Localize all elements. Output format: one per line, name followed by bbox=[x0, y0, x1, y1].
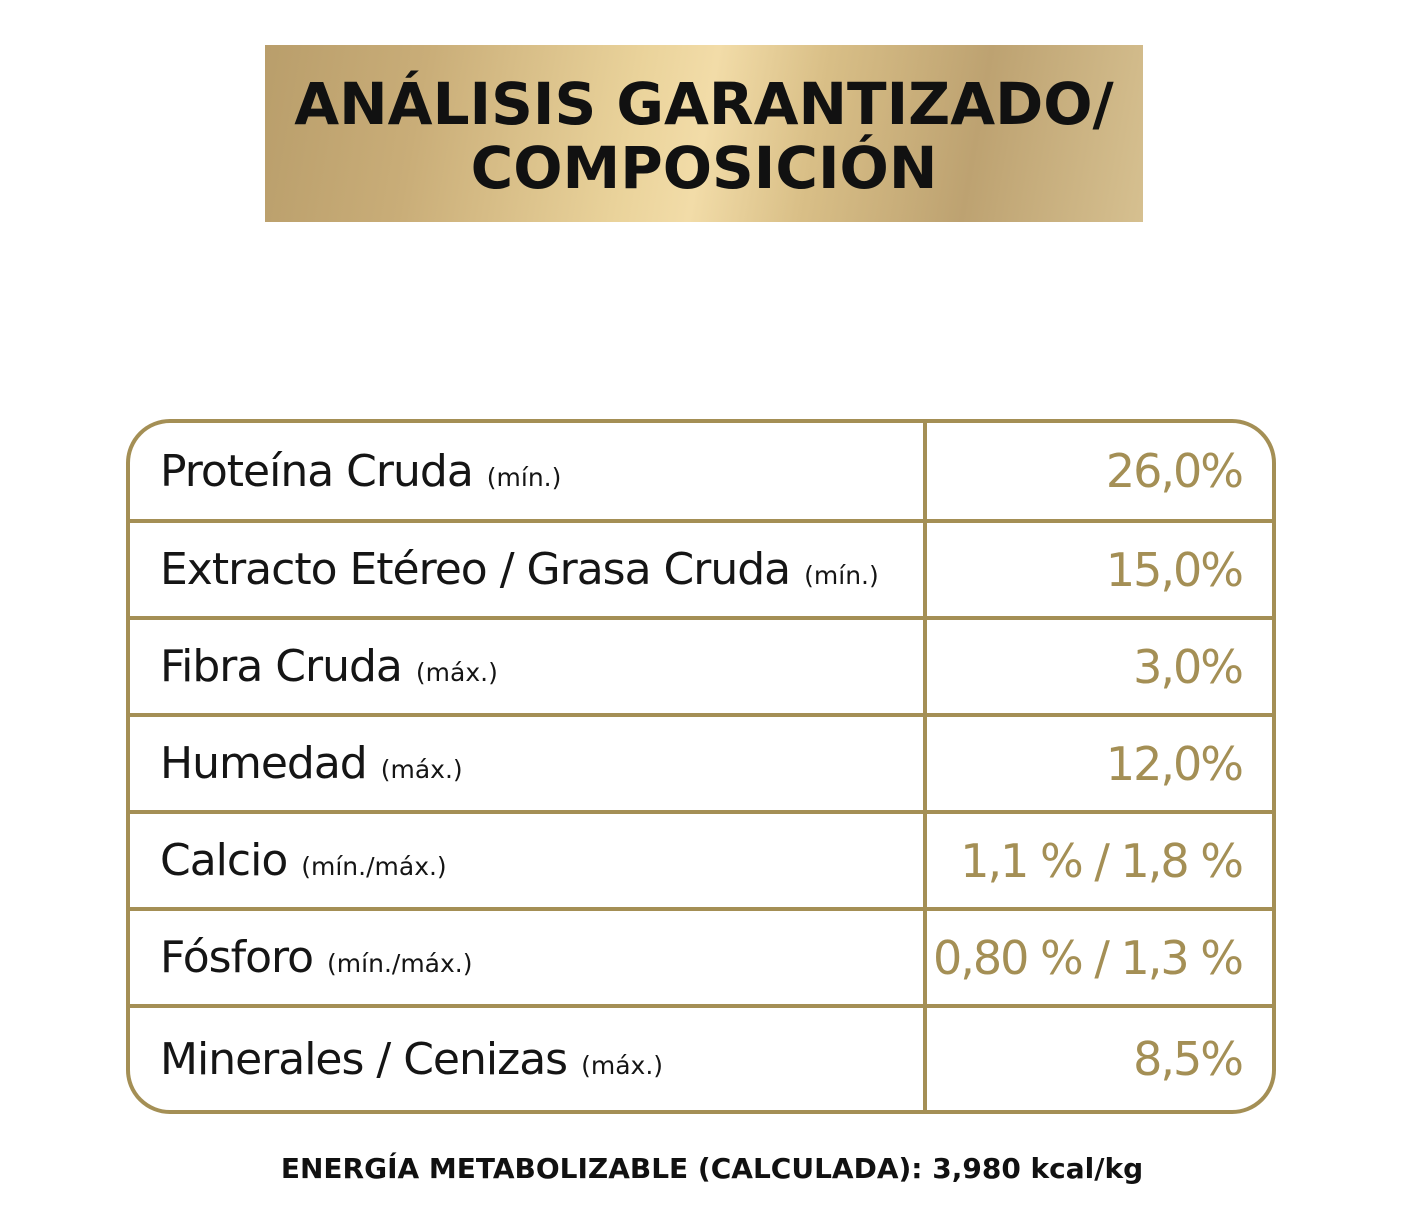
row-label-cell bbox=[130, 620, 927, 713]
nutrient-qualifier: (mín./máx.) bbox=[301, 852, 447, 881]
nutrient-label: Fibra Cruda bbox=[160, 641, 402, 692]
nutrient-label: Minerales / Cenizas bbox=[160, 1033, 568, 1085]
row-value-cell bbox=[927, 911, 1272, 1004]
row-value-cell bbox=[927, 1008, 1272, 1110]
nutrient-qualifier: (máx.) bbox=[380, 755, 463, 784]
table-row bbox=[130, 814, 1272, 911]
row-value-cell bbox=[927, 423, 1272, 519]
row-label-cell bbox=[130, 911, 927, 1004]
row-label-cell bbox=[130, 523, 927, 616]
title-banner bbox=[265, 45, 1143, 222]
nutrient-qualifier: (mín.) bbox=[804, 561, 879, 590]
row-value-cell bbox=[927, 523, 1272, 616]
table-row bbox=[130, 620, 1272, 717]
nutrient-value: 12,0% bbox=[1105, 736, 1242, 791]
table-row bbox=[130, 911, 1272, 1008]
table-row bbox=[130, 717, 1272, 814]
nutrient-value: 3,0% bbox=[1133, 639, 1242, 694]
nutrient-label: Extracto Etéreo / Grasa Cruda bbox=[160, 544, 791, 595]
row-value-cell bbox=[927, 620, 1272, 713]
nutrient-label: Calcio bbox=[160, 835, 288, 886]
table-row bbox=[130, 1008, 1272, 1110]
row-label-cell bbox=[130, 814, 927, 907]
page-title-line-1: ANÁLISIS GARANTIZADO/ bbox=[294, 69, 1114, 138]
nutrient-value: 15,0% bbox=[1105, 542, 1242, 597]
row-value-cell bbox=[927, 717, 1272, 810]
nutrient-qualifier: (mín./máx.) bbox=[327, 949, 473, 978]
analysis-table bbox=[126, 419, 1276, 1114]
nutrient-value: 8,5% bbox=[1133, 1032, 1242, 1086]
table-row bbox=[130, 423, 1272, 523]
row-value-cell bbox=[927, 814, 1272, 907]
nutrient-qualifier: (mín.) bbox=[486, 462, 562, 492]
nutrient-label: Fósforo bbox=[160, 932, 314, 983]
row-label-cell bbox=[130, 717, 927, 810]
row-label-cell bbox=[130, 423, 927, 519]
nutrient-qualifier: (máx.) bbox=[415, 658, 498, 687]
row-label-cell bbox=[130, 1008, 927, 1110]
metabolizable-energy-note: ENERGÍA METABOLIZABLE (CALCULADA): 3,980 kcal/kg bbox=[280, 1152, 1144, 1185]
nutrient-qualifier: (máx.) bbox=[581, 1050, 664, 1080]
nutrient-value: 1,1 % / 1,8 % bbox=[960, 833, 1242, 888]
page-title-line-2: COMPOSICIÓN bbox=[470, 133, 938, 202]
nutrient-value: 0,80 % / 1,3 % bbox=[933, 930, 1242, 985]
table-row bbox=[130, 523, 1272, 620]
nutrient-label: Humedad bbox=[160, 738, 367, 789]
nutrient-value: 26,0% bbox=[1105, 444, 1242, 498]
nutrient-label: Proteína Cruda bbox=[160, 445, 473, 497]
